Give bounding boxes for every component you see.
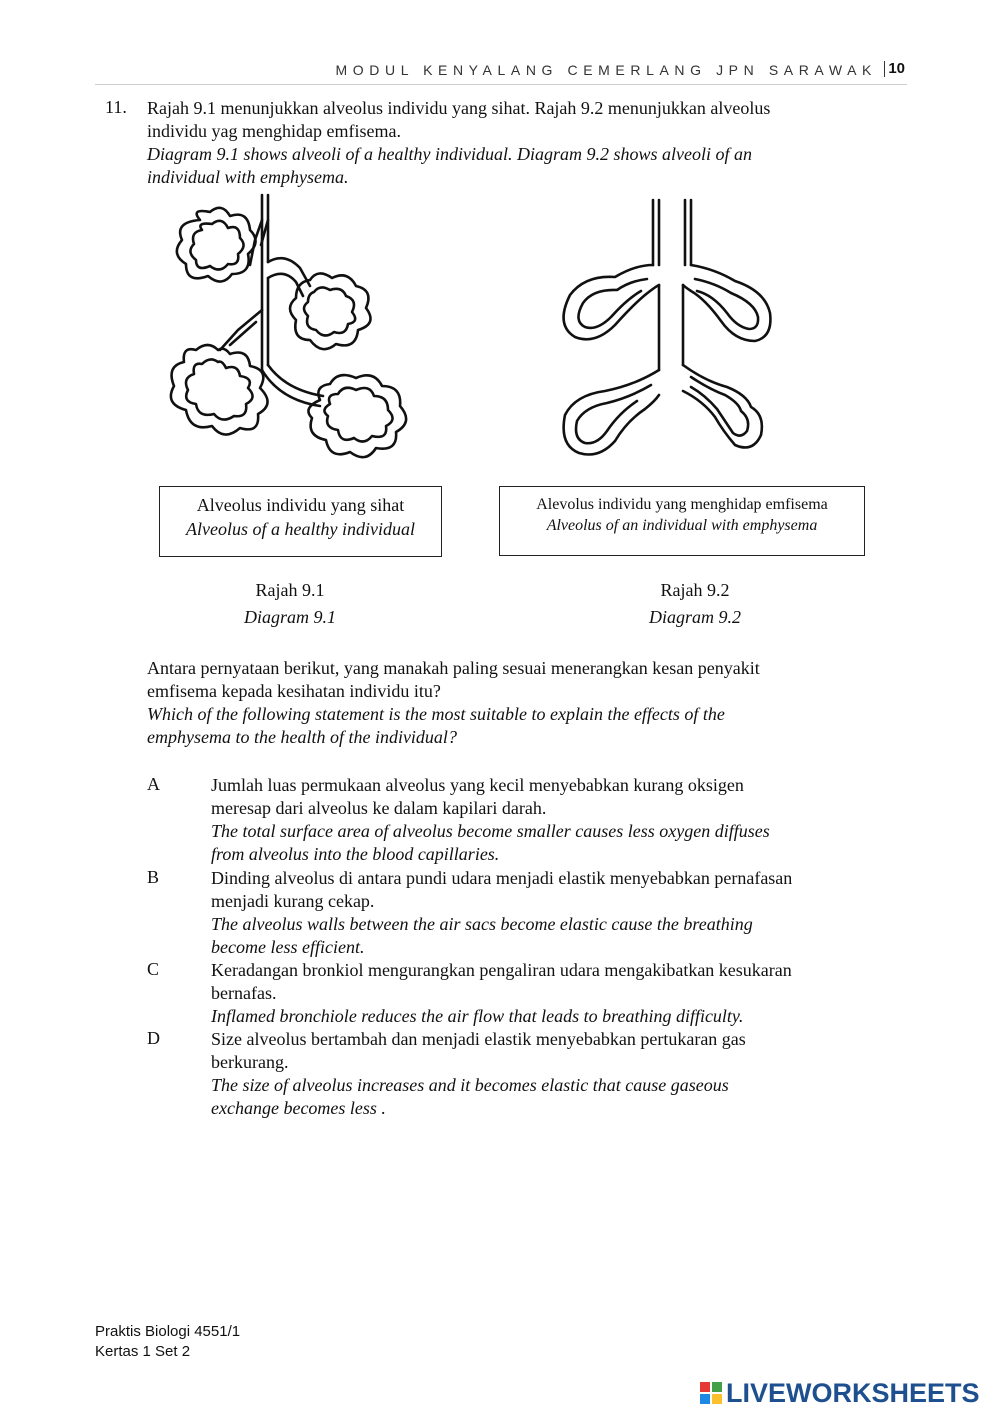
intro-ms-line-1: Rajah 9.1 menunjukkan alveolus individu yang sihat. Rajah 9.2 menunjukkan alveolus: [147, 98, 771, 118]
question-prompt: [147, 657, 867, 749]
option-b-letter[interactable]: B: [147, 867, 160, 887]
intro-en-line-2: individual with emphysema.: [147, 167, 349, 187]
option-c-ms-1: Keradangan bronkiol mengurangkan pengaliran udara mengakibatkan kesukaran: [211, 960, 792, 980]
option-d-ms-1: Size alveolus bertambah dan menjadi elastik menyebabkan pertukaran gas: [211, 1029, 746, 1049]
emphysema-alveolus-upper-right: [683, 265, 770, 341]
question-intro: [147, 97, 867, 189]
emphysema-alveoli-diagram: [555, 195, 780, 465]
page-footer: [95, 1322, 240, 1362]
healthy-alveolus-label-box: [159, 486, 442, 557]
prompt-en-line-2: emphysema to the health of the individual?: [147, 727, 457, 747]
option-b-en-2: become less efficient.: [211, 937, 365, 957]
page-number: 10: [888, 60, 905, 77]
caption-diagram-9-2: Diagram 9.2: [648, 607, 741, 627]
diagram-9-1-caption: [190, 577, 390, 631]
option-a-en-1: The total surface area of alveolus become smaller causes less oxygen diffuses: [211, 821, 770, 841]
header-title: MODUL KENYALANG CEMERLANG JPN SARAWAK: [335, 62, 877, 78]
emphysema-alveolus-upper-left: [564, 265, 659, 339]
option-b-en-1: The alveolus walls between the air sacs become elastic cause the breathing: [211, 914, 753, 934]
intro-en-line-1: Diagram 9.1 shows alveoli of a healthy individual. Diagram 9.2 shows alveoli of an: [147, 144, 752, 164]
footer-line-2: Kertas 1 Set 2: [95, 1343, 191, 1360]
header-divider: [884, 61, 885, 77]
option-d-ms-2: berkurang.: [211, 1052, 289, 1072]
option-c-en-1: Inflamed bronchiole reduces the air flow that leads to breathing difficulty.: [211, 1006, 744, 1026]
healthy-alveolus-cluster-1: [177, 208, 256, 282]
option-a-en-2: from alveolus into the blood capillaries.: [211, 844, 500, 864]
question-number: 11.: [105, 97, 127, 117]
prompt-en-line-1: Which of the following statement is the most suitable to explain the effects of the: [147, 704, 725, 724]
option-d-en-2: exchange becomes less .: [211, 1098, 386, 1118]
caption-rajah-9-2: Rajah 9.2: [660, 580, 730, 600]
option-a-ms-2: meresap dari alveolus ke dalam kapilari darah.: [211, 798, 547, 818]
liveworksheets-brand[interactable]: [700, 1378, 995, 1410]
caption-diagram-9-1: Diagram 9.1: [243, 607, 336, 627]
option-b-text[interactable]: [211, 867, 871, 959]
healthy-label-ms: Alveolus individu yang sihat: [196, 495, 405, 515]
prompt-ms-line-1: Antara pernyataan berikut, yang manakah paling sesuai menerangkan kesan penyakit: [147, 658, 760, 678]
emphysema-alveolus-lower-left: [564, 370, 659, 455]
page-header: [95, 58, 907, 85]
option-c-ms-2: bernafas.: [211, 983, 277, 1003]
liveworksheets-wordmark: LIVEWORKSHEETS: [726, 1378, 980, 1408]
option-c-letter[interactable]: C: [147, 959, 160, 979]
prompt-ms-line-2: emfisema kepada kesihatan individu itu?: [147, 681, 441, 701]
intro-ms-line-2: individu yag menghidap emfisema.: [147, 121, 401, 141]
option-c-text[interactable]: [211, 959, 871, 1028]
liveworksheets-logo-icon: [700, 1382, 722, 1404]
emphysema-label-ms: Alevolus individu yang menghidap emfisema: [536, 496, 828, 513]
healthy-alveolus-cluster-3: [171, 345, 268, 435]
option-a-text[interactable]: [211, 774, 871, 866]
option-d-letter[interactable]: D: [147, 1028, 160, 1048]
option-d-en-1: The size of alveolus increases and it becomes elastic that cause gaseous: [211, 1075, 729, 1095]
healthy-alveolus-cluster-4: [308, 375, 406, 457]
option-a-letter[interactable]: A: [147, 774, 160, 794]
healthy-label-en: Alveolus of a healthy individual: [186, 519, 415, 539]
healthy-alveolus-cluster-2: [290, 273, 371, 349]
emphysema-alveolus-lower-right: [683, 365, 762, 447]
option-d-text[interactable]: [211, 1028, 871, 1120]
option-b-ms-2: menjadi kurang cekap.: [211, 891, 375, 911]
caption-rajah-9-1: Rajah 9.1: [255, 580, 325, 600]
emphysema-label-en: Alveolus of an individual with emphysema: [546, 517, 818, 534]
emphysema-alveolus-label-box: [499, 486, 865, 556]
healthy-alveoli-diagram: [160, 190, 420, 475]
diagram-9-2-caption: [595, 577, 795, 631]
footer-line-1: Praktis Biologi 4551/1: [95, 1323, 241, 1340]
option-a-ms-1: Jumlah luas permukaan alveolus yang kecil menyebabkan kurang oksigen: [211, 775, 744, 795]
option-b-ms-1: Dinding alveolus di antara pundi udara menjadi elastik menyebabkan pernafasan: [211, 868, 793, 888]
